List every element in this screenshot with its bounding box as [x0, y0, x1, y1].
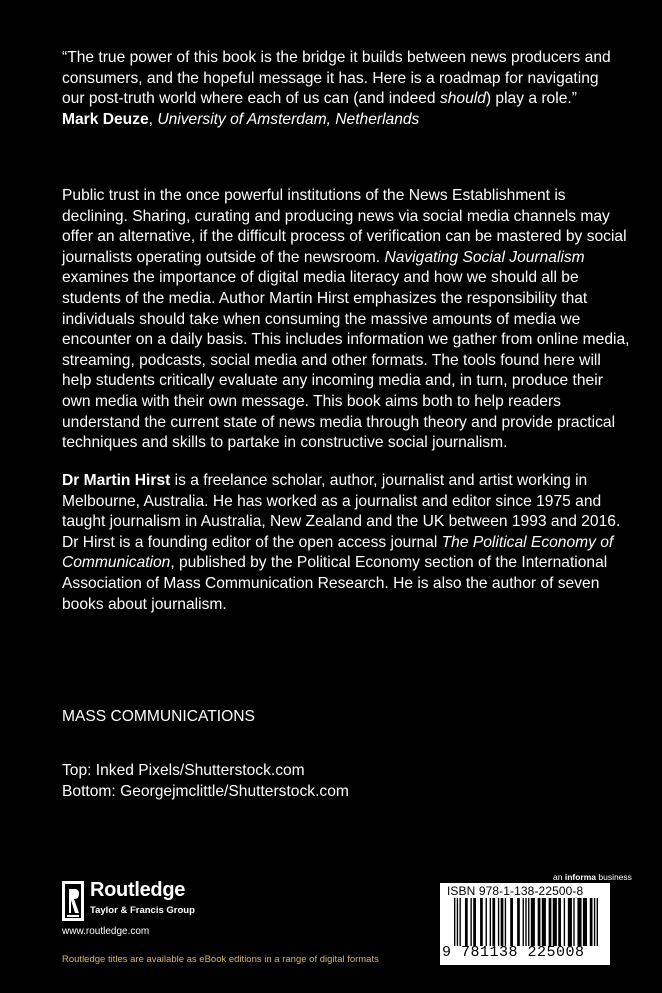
- author-name: Dr Martin Hirst: [62, 472, 171, 489]
- barcode-stripe: [486, 898, 487, 946]
- barcode-stripe: [525, 898, 526, 946]
- barcode-stripe: [573, 898, 574, 946]
- ebook-note: Routledge titles are available as eBook editions in a range of digital formats: [62, 954, 379, 965]
- isbn-barcode: [440, 883, 610, 965]
- credit-bottom: Bottom: Georgejmclittle/Shutterstock.com: [62, 782, 349, 800]
- barcode-stripe: [523, 898, 524, 946]
- subject-category: MASS COMMUNICATIONS: [62, 708, 255, 725]
- barcode-stripe: [553, 898, 557, 946]
- barcode-stripe: [531, 898, 535, 946]
- barcode-stripe: [538, 898, 541, 946]
- barcode-stripe: [498, 898, 499, 946]
- barcode-stripe: [517, 898, 520, 946]
- quote-text: “The true power of this book is the bridge it builds between news producers and consumers, and the hopeful message it has. Here is a roadmap for navigating our post-truth world where each of us can (and indeed should) play a role.”: [62, 49, 611, 108]
- barcode-stripe: [590, 898, 593, 946]
- book-description: Public trust in the once powerful institutions of the News Establishment is declining. Sharing, curating and producing news via social media channels may offer an alternative, if the difficult process of verification can be mastered by social journalists operating outside of the newsroom. Navigating Social Journalism examines the importance of digital media literacy and how we should all be students of the media. Author Martin Hirst emphasizes the responsibility that individuals should take when consuming the massive amounts of media we encounter on a daily basis. This includes information we gather from online media, streaming, podcasts, social media and other formats. The tools found here will help students critically evaluate any incoming media and, in turn, produce their own media with their own message. This book aims both to help readers understand the current state of news media through theory and provide practical techniques and skills to partake in constructive social journalism.: [62, 187, 630, 452]
- barcode-stripe: [510, 898, 513, 946]
- quote-emphasis: should: [439, 90, 486, 108]
- endorser-affiliation: University of Amsterdam, Netherlands: [157, 110, 420, 128]
- barcode-stripe: [583, 898, 587, 946]
- barcode-stripe: [568, 898, 572, 946]
- journal-title: The Political Economy of Communication: [62, 533, 614, 572]
- endorsement-quote: [62, 48, 622, 130]
- barcode-stripe: [459, 898, 460, 946]
- barcode-stripe: [577, 898, 581, 946]
- credit-top: Top: Inked Pixels/Shutterstock.com: [62, 762, 305, 779]
- barcode-stripe: [528, 898, 529, 946]
- book-title: Navigating Social Journalism: [384, 248, 585, 266]
- barcode-stripe: [490, 898, 491, 946]
- informa-brand: informa: [564, 872, 596, 882]
- barcode-stripe: [470, 898, 471, 946]
- author-bio: Dr Martin Hirst is a freelance scholar, author, journalist and artist working in Melbourne, Australia. He has worked as a journalist and editor since 1975 and taught journalism in Australia, New Zealand and the UK between 1993 and 2016. Dr Hirst is a founding editor of the open access journal The Political Economy of Communication, published by the Political Economy section of the International Association of Mass Communication Research. He is also the author of seven books about journalism.: [62, 472, 621, 613]
- barcode-stripe: [594, 898, 595, 946]
- barcode-stripe: [480, 898, 483, 946]
- isbn-number: ISBN 978-1-138-22500-8: [447, 884, 584, 898]
- barcode-stripe: [505, 898, 506, 946]
- barcode-bars: [454, 898, 598, 946]
- barcode-digits: 9 781138 225008: [442, 944, 585, 961]
- quote-attribution: Mark Deuze, University of Amsterdam, Netherlands: [62, 110, 420, 128]
- routledge-logo: [62, 877, 242, 927]
- routledge-mark-icon: [62, 881, 84, 921]
- endorser-name: Mark Deuze: [62, 110, 149, 128]
- barcode-stripe: [564, 898, 565, 946]
- image-credits: [62, 761, 349, 802]
- barcode-stripe: [597, 898, 598, 946]
- barcode-stripe: [454, 898, 455, 946]
- barcode-stripe: [473, 898, 476, 946]
- barcode-stripe: [457, 898, 458, 946]
- barcode-stripe: [492, 898, 495, 946]
- barcode-stripe: [549, 898, 552, 946]
- barcode-stripe: [542, 898, 546, 946]
- informa-business-label: an informa business: [553, 872, 632, 882]
- barcode-stripe: [501, 898, 504, 946]
- barcode-stripe: [558, 898, 561, 946]
- publisher-website: www.routledge.com: [62, 926, 150, 937]
- barcode-stripe: [465, 898, 468, 946]
- publisher-subtitle: Taylor & Francis Group: [90, 905, 195, 916]
- publisher-name: Routledge: [90, 879, 186, 901]
